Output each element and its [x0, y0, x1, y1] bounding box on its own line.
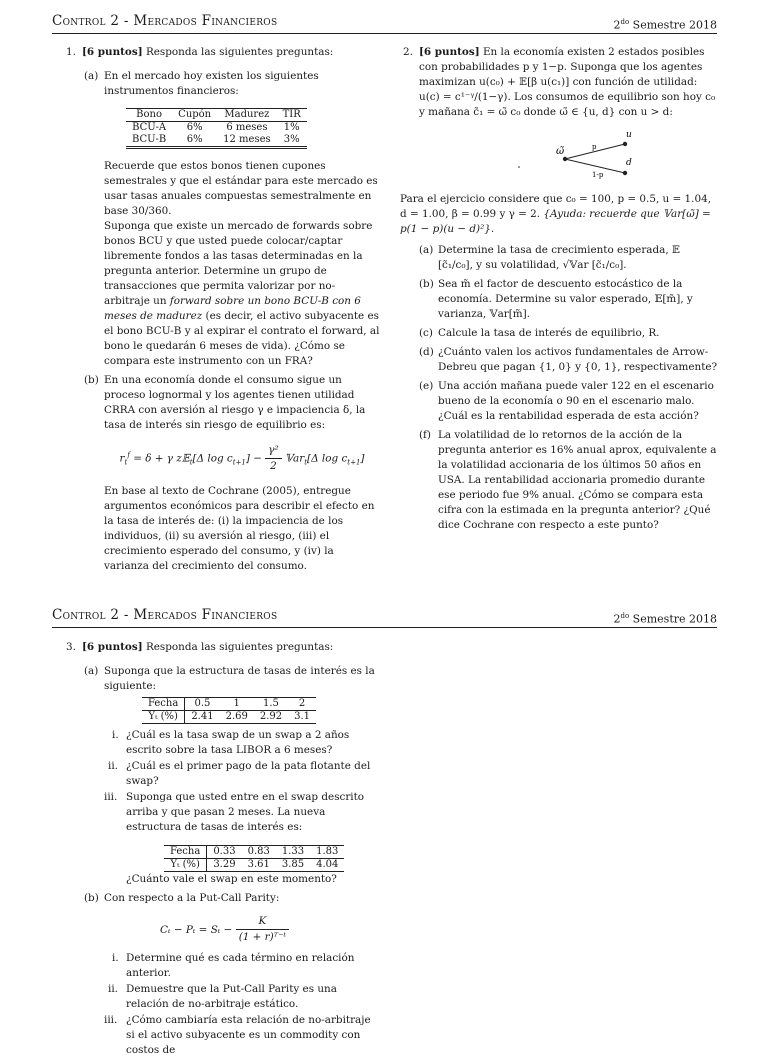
q1-part-b: (b) En una economía donde el consumo sigue un proceso lognormal y los agentes tienen utilidad CRRA con aversión al riesgo γ e impaciencia δ, la tasa de interés sin riesgo de equilibrio es: $r_t^f = \delta + \gamma$ z𝔼$_t$[Δ $\log c_{t+1}$] − $\frac{\text{γ²}}{2}$ 𝕍ar$_t$[Δ $\log c_{t+1}$] En base al texto de Cochrane (2005), entregue argumentos económicos para describir el efecto en la tasa de interés de: (i) la impaciencia de los individuos, (ii) su aversión al riesgo, (iii) el crecimiento esperado del consumo, y (iv) la varianza del crecimiento del consumo. [62, 373, 380, 574]
header-semester: $2^{do}$ Semestre 2018 [613, 18, 717, 32]
q2-intro: En la economía existen 2 estados posibles con probabilidades p y 1−p. Suponga que los agentes maximizan u(c₀) + 𝔼[β u(c₁)] con función de utilidad: u(c) = c¹⁻ᵞ/(1−γ). Los consumos de equilibrio son hoy c₀ y mañana c̃₁ = ω̃ c₀ donde ω̃ ∈ {u, d} con u > d: [419, 46, 716, 118]
table-row: BCU-B 6% 12 meses 3% [132, 134, 300, 145]
q2-number: 2. [403, 46, 413, 58]
q3a-after-table: ¿Cuánto vale el swap en este momento? [126, 873, 337, 885]
table-row: Yₜ (%) 3.29 3.61 3.85 4.04 [164, 859, 344, 872]
q3a-item-ii: ii. ¿Cuál es el primer pago de la pata flotante del swap? [108, 760, 371, 787]
q3-number: 3. [66, 641, 76, 653]
question-1 [62, 45, 380, 574]
q3b-text: Con respecto a la Put-Call Parity: [104, 892, 280, 904]
q2-points: [6 puntos] [419, 46, 480, 58]
q1b-paragraph: En base al texto de Cochrane (2005), entregue argumentos económicos para describir el efecto en la tasa de interés de: (i) la impaciencia de los individuos, (ii) su aversión al riesgo, (iii) el crecimiento esperado del consumo, y (iv) la varianza del crecimiento del consumo. [104, 485, 375, 572]
q2-item-f: (f) La volatilidad de lo retornos de la acción de la pregunta anterior es 16% anual aprox, equivalente a la volatilidad accionaria de los últimos 50 años en USA. La rentabilidad accionaria promedio durante ese periodo fue 9% anual. ¿Cómo se compara esta cifra con la estimada en la pregunta anterior? ¿Qué dice Cochrane con respecto a este punto? [419, 429, 717, 531]
question-2 [400, 45, 718, 533]
tree-down-label: d [626, 158, 632, 168]
q2-item-a: (a) Determine la tasa de crecimiento esperada, 𝔼 [c̃₁/c₀], y su volatilidad, √𝕍ar [c̃₁/c₀]. [419, 244, 680, 271]
tree-prob-up: p [592, 143, 597, 151]
tree-root-label: ω̃ [556, 146, 565, 157]
q2-item-c: (c) Calcule la tasa de interés de equilibrio, R. [419, 327, 660, 339]
q1a-text: En el mercado hoy existen los siguientes instrumentos financieros: [104, 70, 319, 97]
q3a-item-iii: iii. Suponga que usted entre en el swap descrito arriba y que pasan 2 meses. La nueva estructura de tasas de interés es: [104, 791, 365, 833]
tree-root-node [563, 157, 567, 161]
q2-item-d: (d) ¿Cuánto valen los activos fundamentales de Arrow-Debreu que pagan {1, 0} y {0, 1}, respectivamente? [419, 346, 718, 373]
q1-part-a: (a) En el mercado hoy existen los siguientes instrumentos financieros: Bono Cupón Madurez TIR BCU-A 6% 6 meses 1% BCU-B 6% 12 meses 3% Recuerde que estos bonos tienen cupones semestrales y que el estándar para este mercado es usar tasas anuales compuestas semestralmente en base 30/360. Suponga que existe un mercado de forwards sobre bonos BCU y que usted puede colocar/captar libremente fondos a las tasas determinadas en la pregunta anterior. Determine un grupo de transacciones que permita valorizar por no-arbitraje un forward sobre un bono BCU-B con 6 meses de madurez (es decir, el activo subyacente es el bono BCU-B y al expirar el contrato el forward, al bono le quedarán 6 meses de vida). ¿Cómo se compara este instrumento con un FRA? [84, 70, 380, 367]
table-row: Yₜ (%) 2.41 2.69 2.92 3.1 [142, 711, 316, 724]
tree-down-node [623, 171, 627, 175]
page2-header [52, 605, 717, 628]
q1b-text: En una economía donde el consumo sigue un proceso lognormal y los agentes tienen utilidad CRRA con aversión al riesgo γ e impaciencia δ, la tasa de interés sin riesgo de equilibrio es: [104, 374, 366, 431]
q3-part-b: (b) Con respecto a la Put-Call Parity: Cₜ − Pₜ = Sₜ − $\frac{K}{\text{(1 + r)ᵀ⁻ᵗ}}$ i. Determine qué es cada término en relación anterior. ii. Demuestre que la Put-Call Parity es una relación de no-arbitraje estático. iii. ¿Cómo cambiaría esta relación de no-arbitraje si el activo subyacente es un commodity con costos de [62, 891, 380, 1058]
q1-points: [6 puntos] [82, 46, 143, 58]
header-title: Control 2 - Mercados Financieros [52, 607, 278, 623]
q2-parameters: Para el ejercicio considere que c₀ = 100, p = 0.5, u = 1.04, d = 1.00, β = 0.99 y γ = 2. {Ayuda: recuerde que 𝕍ar[ω̃] = p(1 − p)(u − d)²}. [400, 193, 711, 235]
q1a-paragraph-1: Recuerde que estos bonos tienen cupones semestrales y que el estándar para este mercado es usar tasas anuales compuestas semestralmente en base 30/360. [104, 160, 378, 217]
q3-intro: Responda las siguientes preguntas: [145, 641, 334, 653]
bond-table: Bono Cupón Madurez TIR BCU-A 6% 6 meses 1% BCU-B 6% 12 meses 3% [126, 108, 307, 149]
q3a-item-i: i. ¿Cuál es la tasa swap de un swap a 2 años escrito sobre la tasa LIBOR a 6 meses? [112, 729, 350, 756]
q3a-text: Suponga que la estructura de tasas de interés es la siguiente: [104, 665, 375, 692]
q2-item-e: (e) Una acción mañana puede valer 122 en el escenario bueno de la economía o 90 en el escenario malo. ¿Cuál es la rentabilidad esperada de esta acción? [419, 380, 714, 422]
q2-item-b: (b) Sea m̃ el factor de descuento estocástico de la economía. Determine su valor esperado, 𝔼[m̃], y varianza, 𝕍ar[m̃]. [419, 278, 693, 320]
tree-up-node [623, 142, 627, 146]
put-call-parity-equation: Cₜ − Pₜ = Sₜ − $\frac{K}{\text{(1 + r)ᵀ⁻ᵗ}}$ [104, 914, 380, 945]
header-title: Control 2 - Mercados Financieros [52, 13, 278, 29]
tree-up-label: u [626, 130, 632, 140]
q1-number: 1. [66, 46, 76, 58]
q2-items [400, 243, 718, 533]
q3-part-a: (a) Suponga que la estructura de tasas de interés es la siguiente: Fecha 0.5 1 1.5 2 Yₜ (%) 2.41 2.69 2.92 3.1 i. ¿Cuál es la tasa swap de un swap a 2 años escrito sobre la tasa LIBOR a 6 meses? ii. ¿Cuál es el primer pago de la pata flotante del swap? iii. Suponga que usted entre en el swap descrito arriba y que pasan 2 meses. La nueva estructura de tasas de interés es: Fecha 0.33 0.83 1.33 1.83 Yₜ (%) 3.29 3.61 3.85 4.04 ¿Cuánto vale el swap en este momento? [62, 664, 380, 887]
tree-prob-down: 1-p [592, 171, 604, 179]
q3-points: [6 puntos] [82, 641, 143, 653]
question-3 [62, 640, 380, 1058]
page1-header [52, 11, 717, 34]
binomial-tree-diagram [400, 126, 718, 186]
yield-table-1: Fecha 0.5 1 1.5 2 Yₜ (%) 2.41 2.69 2.92 3.1 [142, 697, 316, 724]
table-row: BCU-A 6% 6 meses 1% [132, 122, 300, 133]
q3b-item-iii: iii. ¿Cómo cambiaría esta relación de no-arbitraje si el activo subyacente es un commodity con costos de [104, 1014, 371, 1056]
yield-table-2: Fecha 0.33 0.83 1.33 1.83 Yₜ (%) 3.29 3.61 3.85 4.04 [164, 845, 344, 872]
header-semester: $2^{do}$ Semestre 2018 [613, 612, 717, 626]
q1-intro: Responda las siguientes preguntas: [145, 46, 334, 58]
q1a-paragraph-2: Suponga que existe un mercado de forwards sobre bonos BCU y que usted puede colocar/captar libremente fondos a las tasas determinadas en la pregunta anterior. Determine un grupo de transacciones que permita valorizar por no-arbitraje un forward sobre un bono BCU-B con 6 meses de madurez (es decir, el activo subyacente es el bono BCU-B y al expirar el contrato el forward, al bono le quedarán 6 meses de vida). ¿Cómo se compara este instrumento con un FRA? [104, 220, 380, 367]
riskfree-rate-equation: $r_t^f = \delta + \gamma$ z𝔼$_t$[Δ $\log c_{t+1}$] − $\frac{\text{γ²}}{2}$ 𝕍ar$_t$[Δ $\log c_{t+1}$] [119, 444, 365, 472]
q3b-item-ii: ii. Demuestre que la Put-Call Parity es una relación de no-arbitraje estático. [108, 983, 337, 1010]
q3b-item-i: i. Determine qué es cada término en relación anterior. [112, 952, 355, 979]
